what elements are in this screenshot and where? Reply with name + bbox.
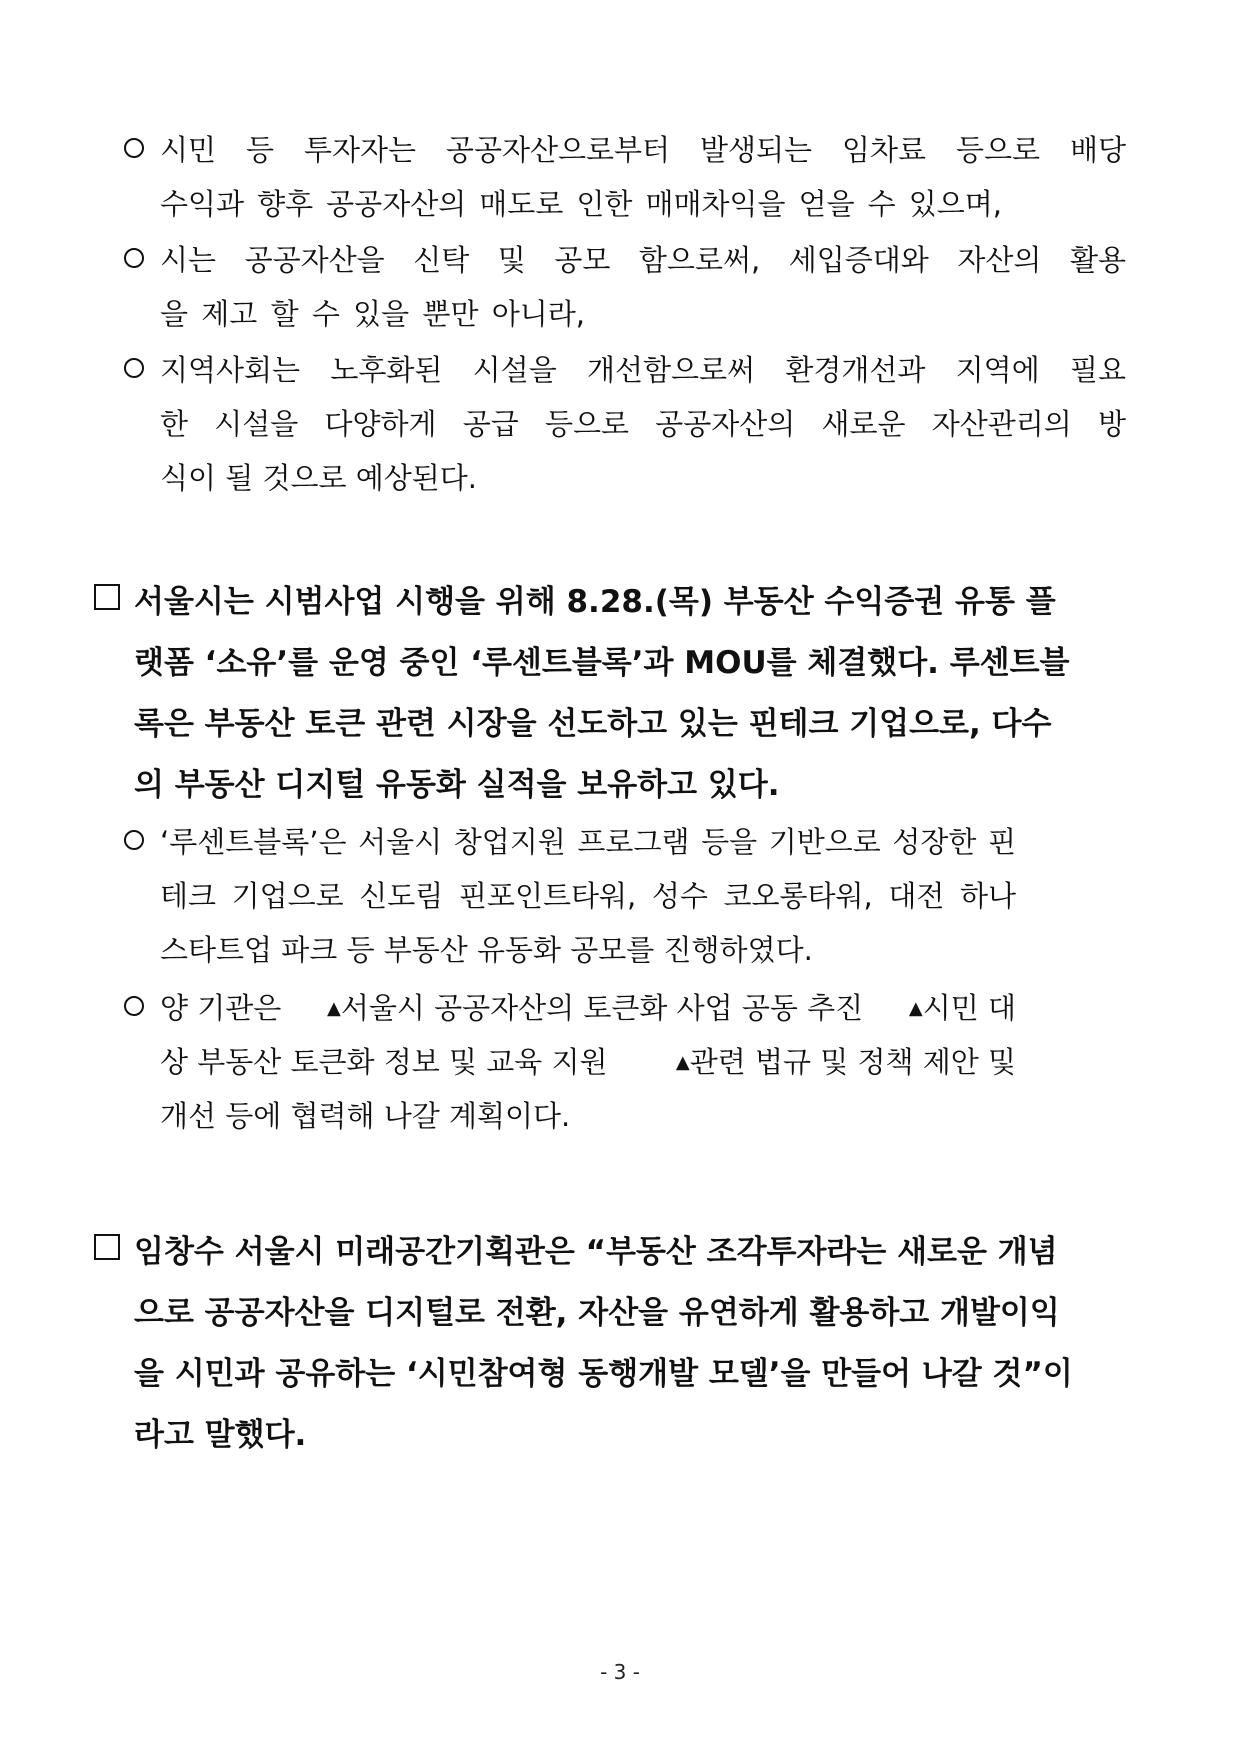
circle-bullet-icon (124, 138, 144, 158)
text-segment: 상 부동산 토큰화 정보 및 교육 지원 (160, 1045, 608, 1079)
triangle-marker-icon: ▲ (675, 1052, 690, 1073)
page-number: - 3 - (600, 1660, 640, 1684)
bullet-line: 테크 기업으로 신도림 핀포인트타워, 성수 코오롱타워, 대전 하나 (160, 879, 1016, 913)
section-line: 록은 부동산 토큰 관련 시장을 선도하고 있는 핀테크 기업으로, 다수 (134, 706, 1052, 742)
bullet-line: 스타트업 파크 등 부동산 유동화 공모를 진행하였다. (160, 933, 813, 967)
bullet-line: 시민 등 투자자는 공공자산으로부터 발생되는 임차료 등으로 배당 (160, 133, 1126, 167)
section-line: 라고 말했다. (134, 1417, 307, 1453)
bullet-line: 수익과 향후 공공자산의 매도로 인한 매매차익을 얻을 수 있으며, (160, 187, 1002, 221)
bullet-line: 개선 등에 협력해 나갈 계획이다. (160, 1099, 571, 1133)
bullet-line (160, 986, 1016, 1027)
text-segment: 시민 대 (922, 991, 1016, 1025)
text-segment-group (676, 1040, 1016, 1081)
bullet-line: ‘루센트블록’은 서울시 창업지원 프로그램 등을 기반으로 성장한 핀 (160, 825, 1016, 859)
bullet-line: 식이 될 것으로 예상된다. (160, 461, 478, 495)
section-line: 의 부동산 디지털 유동화 실적을 보유하고 있다. (134, 767, 780, 803)
bullet-line: 시는 공공자산을 신탁 및 공모 함으로써, 세입증대와 자산의 활용 (160, 243, 1126, 277)
bullet-line: 을 제고 할 수 있을 뿐만 아니라, (160, 297, 585, 331)
section-line: 랫폼 ‘소유’를 운영 중인 ‘루센트블록’과 MOU를 체결했다. 루센트블 (134, 645, 1070, 681)
circle-bullet-icon (124, 830, 144, 850)
bullet-line (160, 1040, 1016, 1081)
square-bullet-icon (94, 584, 120, 610)
text-segment-group (327, 986, 863, 1027)
section-line: 으로 공공자산을 디지털로 전환, 자산을 유연하게 활용하고 개발이익 (134, 1295, 1060, 1331)
text-segment: 양 기관은 (160, 991, 282, 1025)
text-segment-group (909, 986, 1016, 1027)
triangle-marker-icon: ▲ (908, 998, 923, 1019)
section-line: 임창수 서울시 미래공간기획관은 “부동산 조각투자라는 새로운 개념 (134, 1234, 1058, 1270)
triangle-marker-icon: ▲ (326, 998, 341, 1019)
square-bullet-icon (94, 1234, 120, 1260)
text-segment: 서울시 공공자산의 토큰화 사업 공동 추진 (340, 991, 864, 1025)
bullet-line: 지역사회는 노후화된 시설을 개선함으로써 환경개선과 지역에 필요 (160, 353, 1126, 387)
section-line: 서울시는 시범사업 시행을 위해 8.28.(목) 부동산 수익증권 유통 플 (134, 584, 1056, 620)
circle-bullet-icon (124, 358, 144, 378)
text-segment: 관련 법규 및 정책 제안 및 (689, 1045, 1016, 1079)
circle-bullet-icon (124, 996, 144, 1016)
circle-bullet-icon (124, 248, 144, 268)
section-line: 을 시민과 공유하는 ‘시민참여형 동행개발 모델’을 만들어 나갈 것”이 (134, 1356, 1073, 1392)
bullet-line: 한 시설을 다양하게 공급 등으로 공공자산의 새로운 자산관리의 방 (160, 407, 1126, 441)
